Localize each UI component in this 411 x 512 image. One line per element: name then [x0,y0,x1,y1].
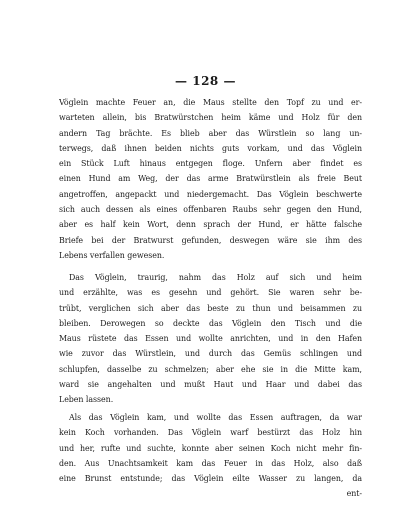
text-line: wie zuvor das Würstlein, und durch das Gemüs schlingen und [59,349,362,359]
text-line: eine Brunst entstunde; das Vöglein eilte Wasser zu langen, da [59,474,362,484]
text-line: und her, rufte und suchte, konnte aber seinen Koch nicht mehr fin- [59,443,362,453]
text-line: andern Tag brächte. Es blieb aber das Würstlein so lang un- [59,128,362,138]
text-line: ein Stück Luft hinaus entgegen floge. Unfern aber findet es [59,159,362,169]
text-line: schlupfen, dasselbe zu schmelzen; aber ehe sie in die Mitte kam, [59,364,362,374]
text-line: terwegs, daß ihnen beiden nichts guts vorkam, und das Vöglein [59,143,362,153]
text-line: und erzählte, was es gesehn und gehört. Sie waren sehr be- [59,288,362,298]
page-number: — 128 — [175,74,236,88]
text-line: Briefe bei der Bratwurst gefunden, deswegen wäre sie ihm des [59,235,362,245]
text-line: Lebens verfallen gewesen. [59,250,165,260]
catchword: ent- [346,489,362,499]
text-line: bleiben. Derowegen so deckte das Vöglein den Tisch und die [59,318,362,328]
text-line: ward sie angehalten und mußt Haut und Haar und dabei das [59,380,362,390]
paragraph-2 [59,270,362,408]
text-line: sich auch dessen als eines offenbaren Raubs sehr gegen den Hund, [59,205,362,215]
text-line: Maus rüstete das Essen und wollte anrichten, und in den Hafen [59,334,362,344]
text-line: Vöglein machte Feuer an, die Maus stellte den Topf zu und er- [59,98,362,107]
text-line: angetroffen, angepackt und niedergemacht. Das Vöglein beschwerte [59,189,362,199]
text-line: Als das Vöglein kam, und wollte das Essen auftragen, da war [69,413,362,422]
text-line: einen Hund am Weg, der das arme Bratwürstlein als freie Beut [59,174,362,184]
text-line: kein Koch vorhanden. Das Vöglein warf bestürzt das Holz hin [59,428,362,438]
text-line: den. Aus Unachtsamkeit kam das Feuer in das Holz, also daß [59,458,362,468]
text-line: Leben lassen. [59,395,114,405]
paragraph-1 [59,95,362,263]
paragraph-3 [59,410,362,502]
text-line: Das Vöglein, traurig, nahm das Holz auf sich und heim [69,273,362,282]
text-line: aber es half kein Wort, denn sprach der Hund, er hätte falsche [59,220,362,230]
text-line: warteten allein, bis Bratwürstchen heim käme und Holz für den [59,113,362,123]
text-line: trübt, verglichen sich aber das beste zu thun und beisammen zu [59,303,362,313]
